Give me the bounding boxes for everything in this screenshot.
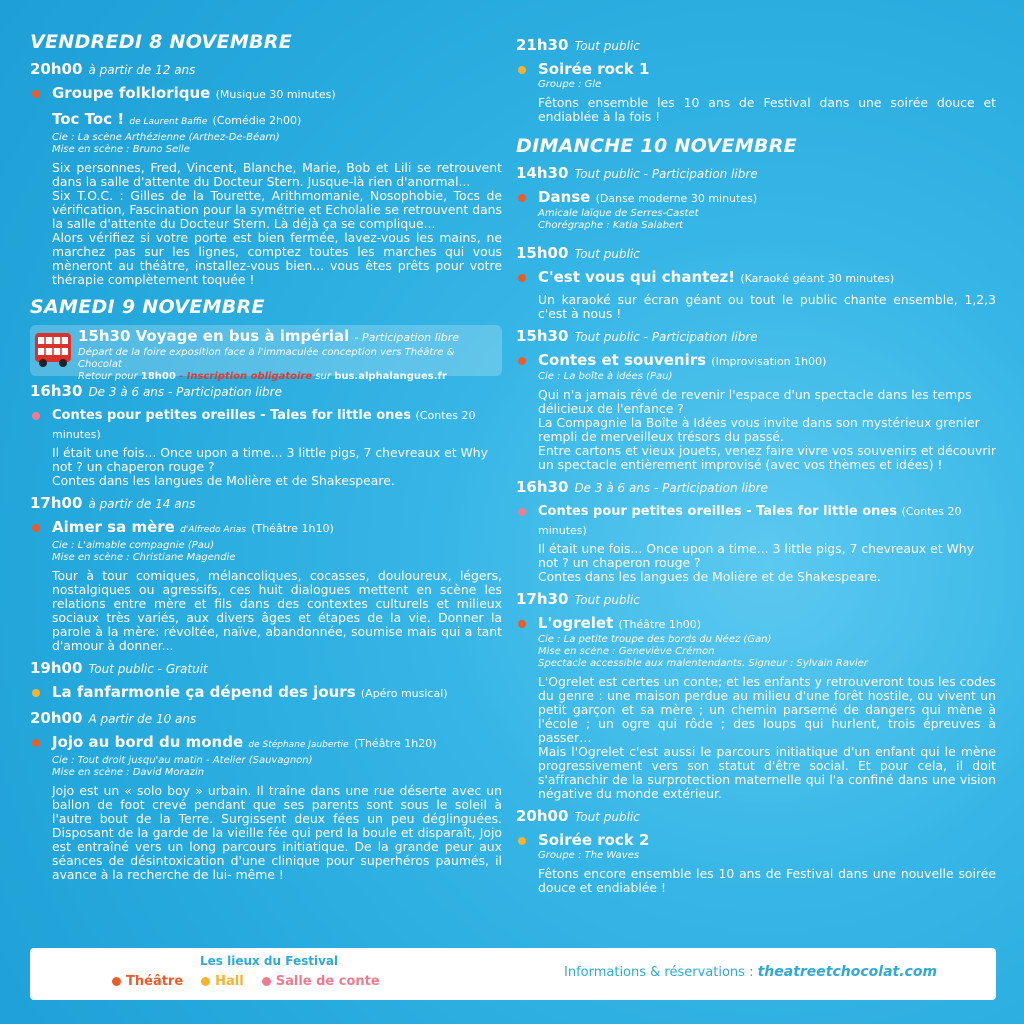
theatre-dot-icon [32,524,40,532]
venue-salle-de-conte: Salle de conte [262,974,380,989]
event-soiree-rock-2: Soirée rock 2 Groupe : The Waves Fêtons encore ensemble les 10 ans de Festival dans une nouvelle soirée douce et endiablée ! [516,831,996,895]
theatre-dot-icon [518,274,526,282]
right-column [516,36,996,895]
hall-dot-icon [201,977,210,986]
time-slot: 17h30 Tout public [516,590,640,608]
day-heading-saturday: SAMEDI 9 NOVEMBRE [30,296,265,318]
salle-de-conte-dot-icon [518,508,526,516]
venues-legend [112,974,380,989]
event-danse: Danse (Danse moderne 30 minutes) Amicale laïque de Serres-Castet Chorégraphe : Katia Salabert [516,188,996,232]
event-toc-toc: Toc Toc ! de Laurent Baffie (Comédie 2h00) Cie : La scène Arthézienne (Arthez-De-Béarn) Mise en scène : Bruno Selle Six personnes, Fred, Vincent, Blanche, Marie, Bob et Lili se retrouvent dans la salle d'attente du Docteur Stern. Jusque-là rien d'anormal... Six T.O.C. : Gilles de la Tourette, Arithmomanie, Nosophobie, Tocs de vérification, Fascination pour la symétrie et Echolalie se retrouvent dans la salle d'attente du Docteur Stern. Là déjà ça se complique... Alors vérifiez si votre porte est bien fermée, lavez-vous les mains, ne marchez pas sur les lignes, comptez toutes les marches qui vous mèneront au théâtre, installez-vous bien... vous êtes prêts pour votre thérapie complètement toquée ! [52,110,502,287]
double-decker-bus-icon [33,330,73,368]
event-contes-et-souvenirs: Contes et souvenirs (Improvisation 1h00) Cie : La boîte à idées (Pau) Qui n'a jamais rêvé de revenir l'espace d'un spectacle dans les temps délicieux de l'enfance ? La Compagnie la Boîte à Idées vous invite dans son mystérieux grenier rempli de merveilleux trésors du passé. Entre cartons et vieux jouets, venez faire vivre vos souvenirs et découvrir un spectacle entièrement improvisé (avec vos thèmes et idées) ! [516,351,996,472]
day-heading-friday: VENDREDI 8 NOVEMBRE [30,31,293,53]
event-contes-petites-oreilles-2: Contes pour petites oreilles - Tales for little ones (Contes 20 minutes) Il était une fois... Once upon a time... 3 little pigs, 7 chevreaux et Why not ? un chaperon rouge ? Contes dans les langues de Molière et de Shakespeare. [516,502,996,584]
footer-bar [30,948,996,1000]
day-heading-sunday: DIMANCHE 10 NOVEMBRE [516,135,797,157]
time-slot: 15h30 Tout public - Participation libre [516,327,758,345]
salle-de-conte-dot-icon [262,977,271,986]
event-contes-petites-oreilles: Contes pour petites oreilles - Tales for little ones (Contes 20 minutes) Il était une fois... Once upon a time... 3 little pigs, 7 chevreaux et Why not ? un chaperon rouge ? Contes dans les langues de Molière et de Shakespeare. [30,406,502,488]
venue-hall: Hall [201,974,244,989]
event-groupe-folklorique: Groupe folklorique (Musique 30 minutes) [30,84,502,104]
time-slot: 20h00 Tout public [516,807,640,825]
event-ogrelet: L'ogrelet (Théâtre 1h00) Cie : La petite troupe des bords du Néez (Gan) Mise en scène : Geneviève Crémon Spectacle accessible aux malentendants. Signeur : Sylvain Ravier L'Ogrelet est certes un conte; et les enfants y retrouveront tous les codes du genre : une maison perdue au milieu d'une forêt hostile, ou vivent un petit garçon et sa mère ; un chemin parsemé de dangers qui mène à l'école ; un ogre qui rôde ; des loups qui hurlent, trois épreuves à passer… Mais l'Ogrelet c'est aussi le parcours initiatique d'un enfant qui le mène progressivement vers son statut d'être social. Et pour cela, il doit s'affranchir de la surprotection maternelle qui l'a confiné dans une vision négative du monde extérieur. [516,614,996,801]
left-column [30,30,502,882]
venues-title: Les lieux du Festival [200,954,339,968]
time-slot: 20h00 A partir de 10 ans [30,709,197,727]
event-aimer-sa-mere: Aimer sa mère d'Alfredo Arias (Théâtre 1h10) Cie : L'aimable compagnie (Pau) Mise en scène : Christiane Magendie Tour à tour comiques, mélancoliques, cocasses, douloureux, légers, nostalgiques ou agressifs, ces huit dialogues mettent en scène les relations entre mère et fils dans des contextes culturels et milieux sociaux très variés, aux divers âges et étapes de la vie. Donner la parole à la mère: révoltée, naïve, abandonnée, soumise mais qui a tant d'amour à donner... [30,518,502,653]
time-slot: 19h00 Tout public - Gratuit [30,659,208,677]
hall-dot-icon [32,689,40,697]
info-line: Informations & réservations : theatreetchocolat.com [564,964,938,980]
website-link[interactable]: theatreetchocolat.com [757,964,938,980]
event-description: Six personnes, Fred, Vincent, Blanche, Marie, Bob et Lili se retrouvent dans la salle d'attente du Docteur Stern. Jusque-là rien d'anormal... Six T.O.C. : Gilles de la Tourette, Arithmomanie, Nosophobie, Tocs de vérification, Fascination pour la symétrie et Echolalie se retrouvent dans la salle d'attente du Docteur Stern. Là déjà ça se complique... Alors vérifiez si votre porte est bien fermée, lavez-vous les mains, ne marchez pas sur les lignes, comptez toutes les marches qui vous mèneront au théâtre, installez-vous bien... vous êtes prêts pour votre thérapie complètement toquée ! [52,160,502,287]
bus-registration-link[interactable]: bus.alphalangues.fr [334,371,447,382]
hall-dot-icon [518,66,526,74]
time-slot: 15h00 Tout public [516,244,640,262]
hall-dot-icon [518,837,526,845]
theatre-dot-icon [32,90,40,98]
theatre-dot-icon [112,977,121,986]
theatre-dot-icon [518,357,526,365]
salle-de-conte-dot-icon [32,412,40,420]
theatre-dot-icon [518,194,526,202]
event-soiree-rock-1: Soirée rock 1 Groupe : Gle Fêtons ensemble les 10 ans de Festival dans une soirée douce et endiablée à la fois ! [516,60,996,124]
bus-event-box: 15h30 Voyage en bus à impérial - Participation libre Départ de la foire exposition face à l'immaculée conception vers Théâtre & Chocolat Retour pour 18h00 - Inscription obligatoire sur bus.alphalangues.fr [30,325,502,376]
time-slot: 14h30 Tout public - Participation libre [516,164,758,182]
time-slot: 16h30 De 3 à 6 ans - Participation libre [516,478,768,496]
time-slot: 16h30 De 3 à 6 ans - Participation libre [30,382,282,400]
time-slot: 20h00 à partir de 12 ans [30,60,196,78]
theatre-dot-icon [32,739,40,747]
time-slot: 17h00 à partir de 14 ans [30,494,196,512]
venue-theatre: Théâtre [112,974,183,989]
event-karaoke: C'est vous qui chantez! (Karaoké géant 30 minutes) Un karaoké sur écran géant ou tout le public chante ensemble, 1,2,3 c'est à nous ! [516,268,996,321]
event-jojo: Jojo au bord du monde de Stéphane Jaubertie (Théâtre 1h20) Cie : Tout droit jusqu'au matin - Atelier (Sauvagnon) Mise en scène : David Morazin Jojo est un « solo boy » urbain. Il traîne dans une rue déserte avec un ballon de foot crevé pendant que ses parents sont sous le soleil à l'autre bout de la Terre. Surgissent deux fées un peu déglinguées. Disposant de la garde de la vieille fée qui perd la boule et disparaît, Jojo est entraîné vers un long parcours initiatique. De la grande peur aux séances de désintoxication d'une clinique pour superhéros paumés, il avance à la recherche de lui- même ! [30,733,502,882]
time-slot: 21h30 Tout public [516,36,640,54]
theatre-dot-icon [518,620,526,628]
event-fanfarmonie: La fanfarmonie ça dépend des jours (Apéro musical) [30,683,502,703]
